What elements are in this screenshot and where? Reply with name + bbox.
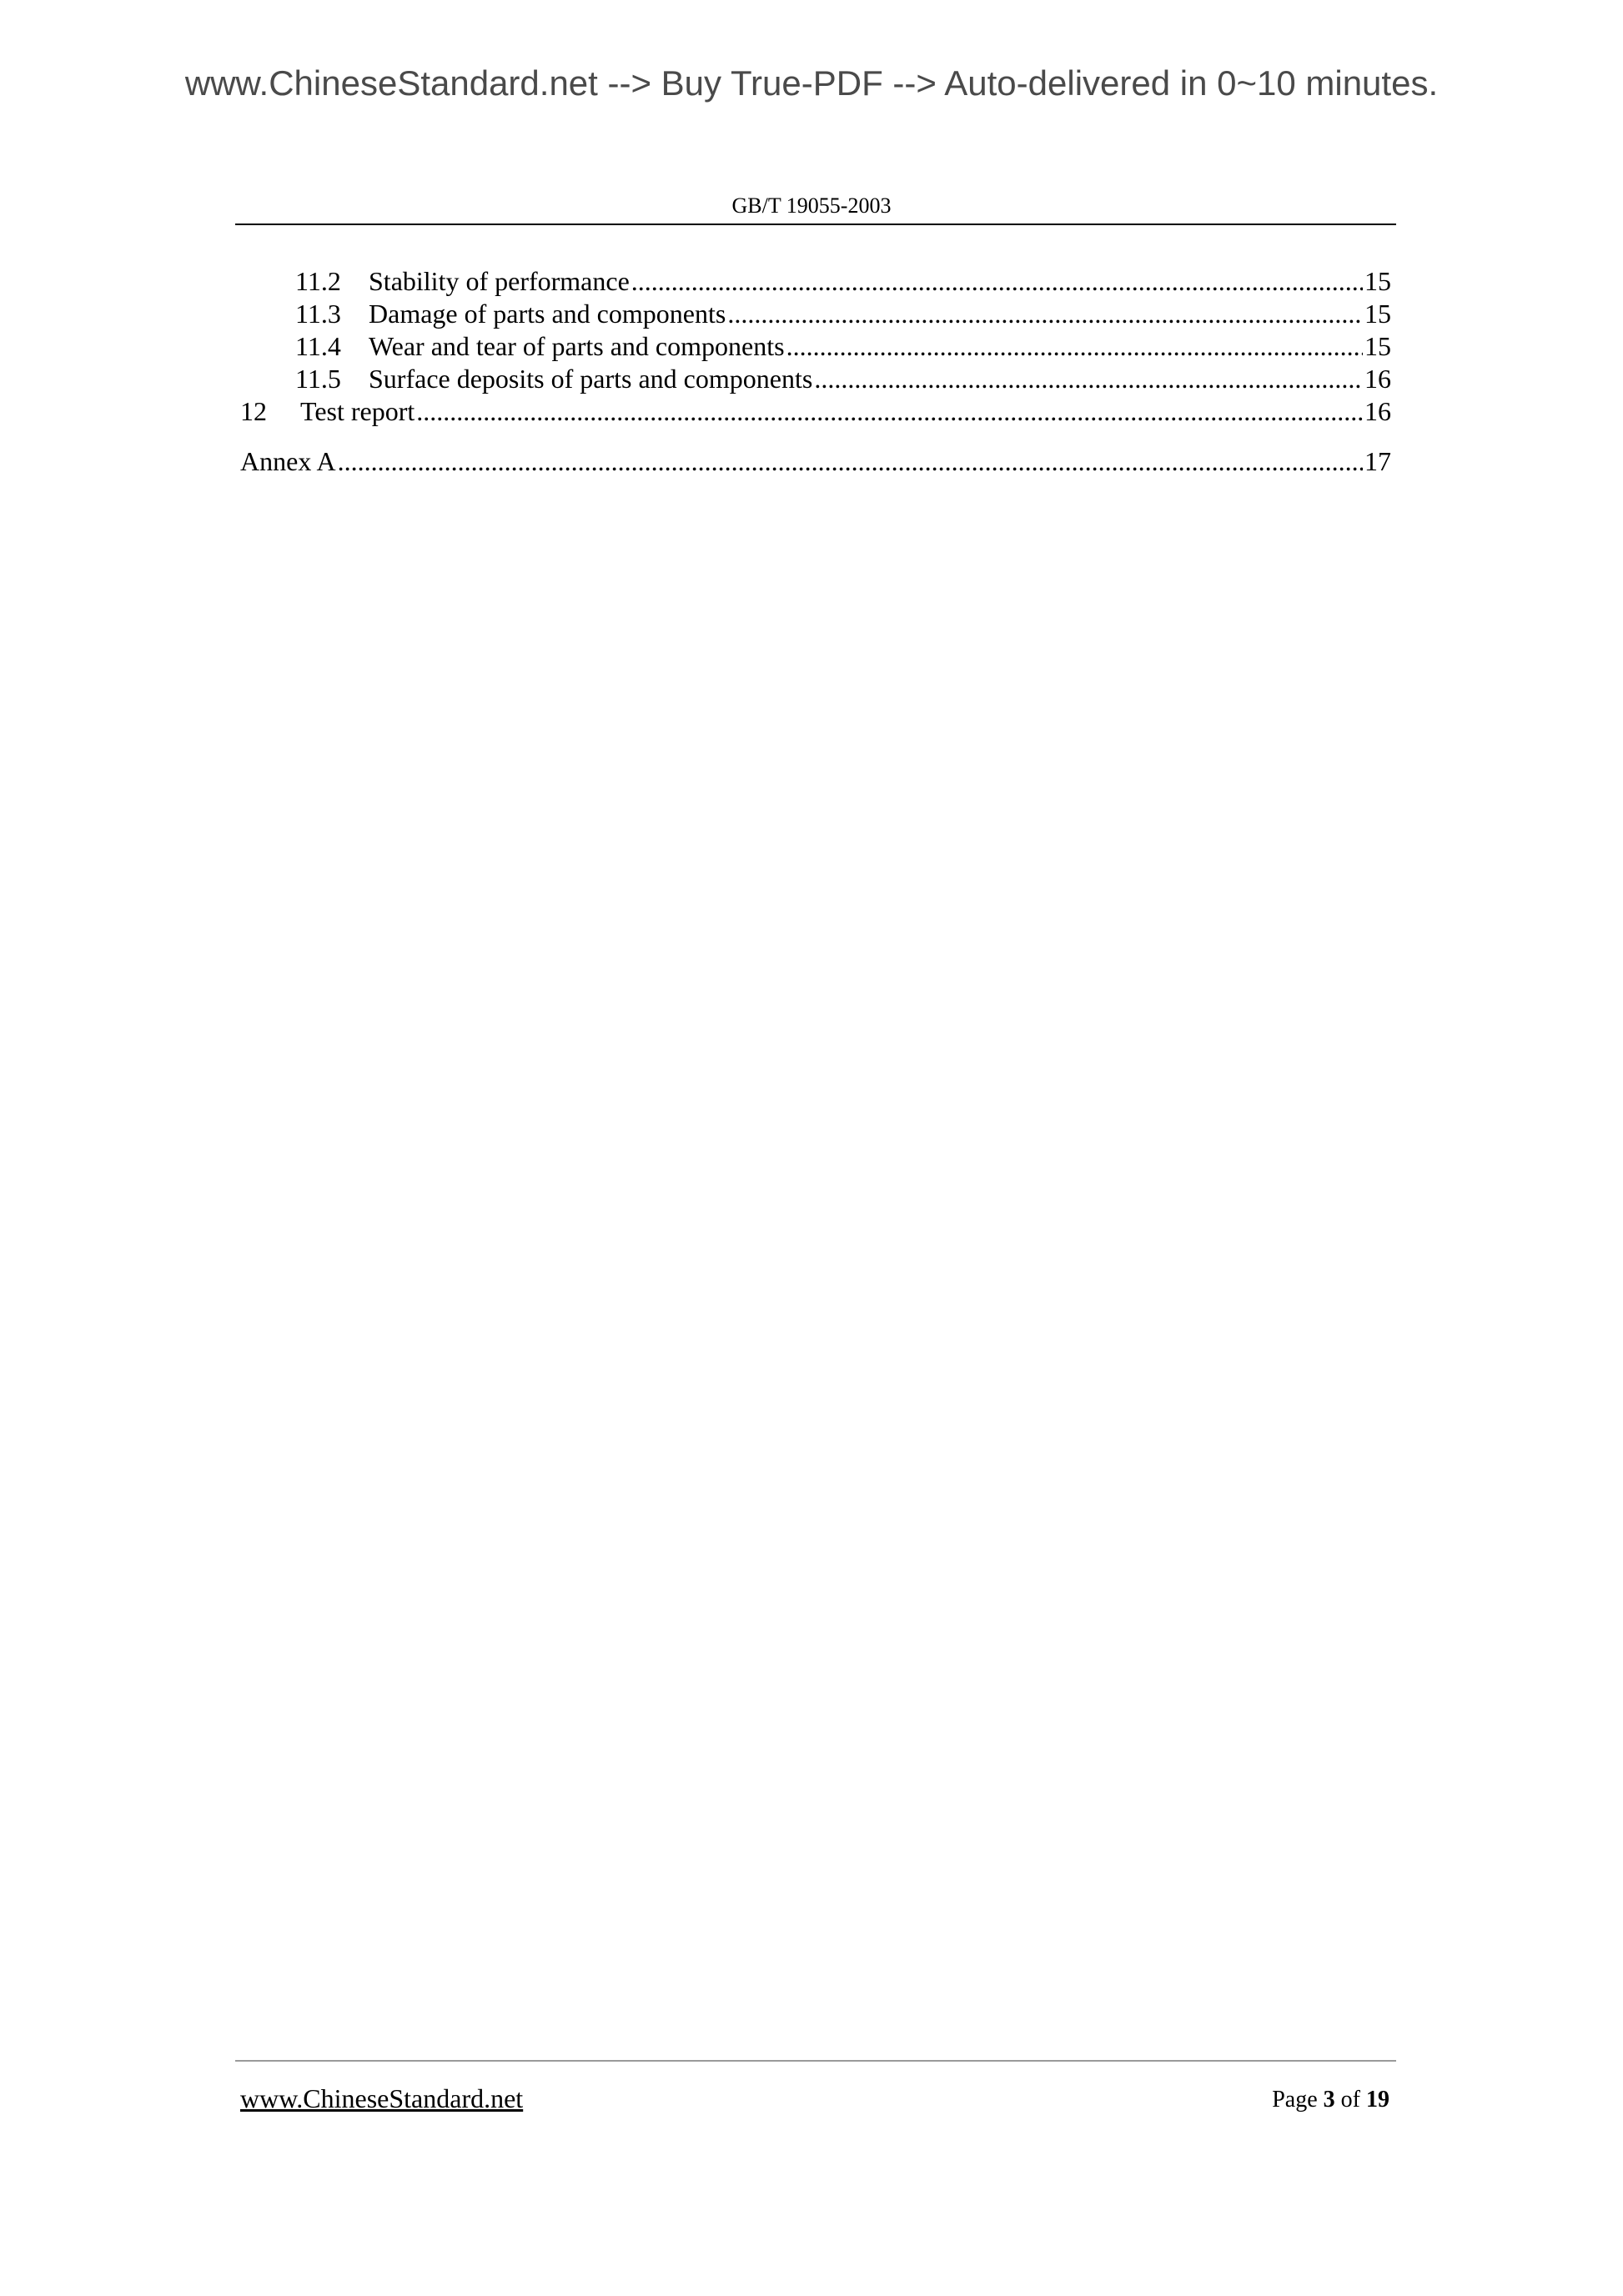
toc-entry-page: 16 [1364, 396, 1391, 426]
table-of-contents [235, 265, 1396, 478]
toc-entry-11-2[interactable] [235, 265, 1396, 298]
toc-entry-number: 12 [240, 396, 267, 426]
footer-divider [235, 2060, 1396, 2062]
page-total: 19 [1366, 2087, 1389, 2113]
toc-entry-12[interactable] [235, 395, 1396, 428]
toc-entry-page: 15 [1364, 266, 1391, 296]
toc-dot-leader [727, 298, 1363, 330]
toc-entry-page: 15 [1364, 299, 1391, 329]
toc-entry-title: Wear and tear of parts and components [369, 331, 785, 361]
toc-entry-number: 11.3 [295, 299, 341, 329]
page-of-word: of [1340, 2087, 1360, 2113]
toc-entry-11-3[interactable] [235, 298, 1396, 330]
toc-dot-leader [814, 363, 1363, 395]
toc-entry-page: 16 [1364, 364, 1391, 394]
toc-entry-title: Damage of parts and components [369, 299, 726, 329]
toc-dot-leader [786, 330, 1363, 363]
toc-entry-11-4[interactable] [235, 330, 1396, 363]
toc-entry-number: 11.4 [295, 331, 341, 361]
toc-entry-page: 15 [1364, 331, 1391, 361]
document-code: GB/T 19055-2003 [731, 193, 892, 218]
page-current: 3 [1323, 2087, 1335, 2113]
toc-entry-11-5[interactable] [235, 363, 1396, 395]
toc-entry-annex-a[interactable] [235, 445, 1396, 478]
page-indicator [1272, 2087, 1389, 2113]
toc-dot-leader [338, 445, 1363, 478]
toc-entry-title: Stability of performance [369, 266, 630, 296]
toc-entry-title: Annex A [240, 446, 336, 476]
toc-entry-title: Test report [300, 396, 415, 426]
toc-entry-page: 17 [1364, 446, 1391, 476]
footer-website-link[interactable]: www.ChineseStandard.net [240, 2083, 524, 2113]
toc-entry-number: 11.5 [295, 364, 341, 394]
site-banner[interactable]: www.ChineseStandard.net --> Buy True-PDF --> Auto-delivered in 0~10 minutes. [184, 63, 1439, 103]
toc-entry-number: 11.2 [295, 266, 341, 296]
toc-dot-leader [631, 265, 1363, 298]
toc-entry-title: Surface deposits of parts and components [369, 364, 813, 394]
header-divider [235, 224, 1396, 225]
toc-dot-leader [416, 395, 1363, 428]
page-word: Page [1272, 2087, 1318, 2113]
